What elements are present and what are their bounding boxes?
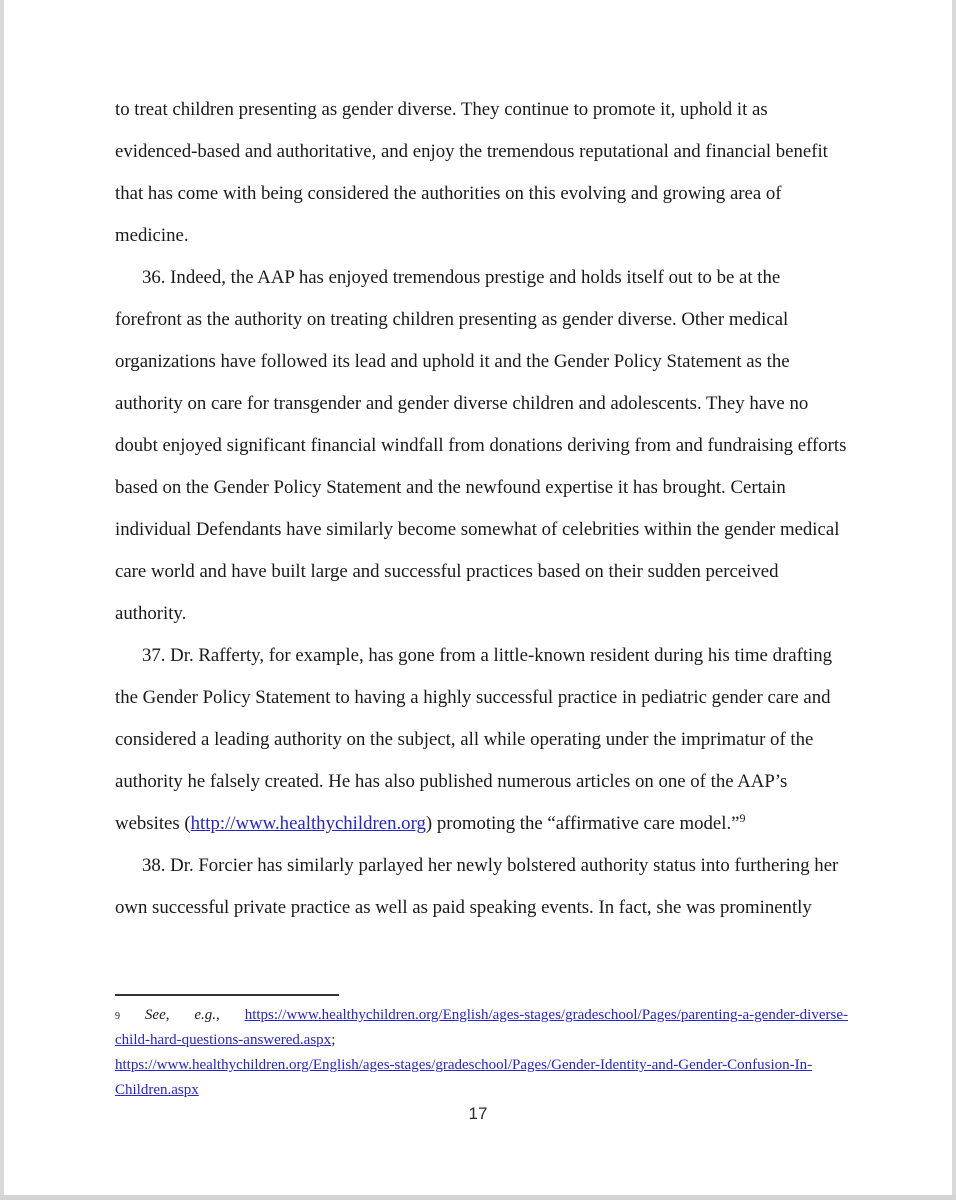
body-text <box>115 89 848 929</box>
footnote-semicolon: ; <box>331 1032 336 1048</box>
footnote-link-2-part-2[interactable]: Children.aspx <box>115 1082 199 1098</box>
page-edge-right <box>952 0 956 1200</box>
healthychildren-link[interactable]: http://www.healthychildren.org <box>190 813 426 834</box>
paragraph-37-text-before-link: 37. Dr. Rafferty, for example, has gone from a little-known resident during his time drafting the Gender Policy Statement to having a highly successful practice in pediatric gender care and considered a leading authority on the subject, all while operating under the imprimatur of the authority he falsely created. He has also published numerous articles on one of the AAP’s websites ( <box>115 645 833 834</box>
see-label: See, <box>144 1007 170 1023</box>
paragraph-37 <box>115 635 848 845</box>
footnote-link-1-part-2[interactable]: child-hard-questions-answered.aspx <box>115 1032 332 1048</box>
footnote-line-2 <box>115 1028 848 1053</box>
page-number: 17 <box>468 1104 488 1123</box>
paragraph-38: 38. Dr. Forcier has similarly parlayed her newly bolstered authority status into furthering her own successful private practice as well as paid speaking events. In fact, she was prominently <box>115 855 839 918</box>
footnote-line-4 <box>115 1078 848 1103</box>
page-edge-bottom <box>0 1195 956 1200</box>
paragraph-36: 36. Indeed, the AAP has enjoyed tremendous prestige and holds itself out to be at the forefront as the authority on treating children presenting as gender diverse. Other medical organizations have followed its lead and uphold it and the Gender Policy Statement as the authority on care for transgender and gender diverse children and adolescents. They have no doubt enjoyed significant financial windfall from donations deriving from and fundraising efforts based on the Gender Policy Statement and the newfound expertise it has brought. Certain individual Defendants have similarly become somewhat of celebrities within the gender medical care world and have built large and successful practices based on their sudden perceived authority. <box>115 267 847 624</box>
footnote-link-1-part-1[interactable]: https://www.healthychildren.org/English/ages-stages/gradeschool/Pages/parenting-a-gender-diverse- <box>244 1007 848 1023</box>
page-edge-left <box>0 0 4 1200</box>
paragraph-continuation: to treat children presenting as gender diverse. They continue to promote it, uphold it as evidenced-based and authoritative, and enjoy the tremendous reputational and financial benefit that has come with being considered the authorities on this evolving and growing area of medicine. <box>115 99 828 246</box>
footnote-link-2-part-1[interactable]: https://www.healthychildren.org/English/ages-stages/gradeschool/Pages/Gender-Identity-and-Gender-Confusion-In- <box>115 1057 813 1073</box>
paragraph-37-text-after-link: ) promoting the “affirmative care model.” <box>425 813 740 834</box>
footnote-line-1: 9 See, e.g., https://www.healthychildren.org/English/ages-stages/gradeschool/Pages/parenting-a-gender-diverse- <box>115 1003 848 1028</box>
footnote-separator <box>115 994 339 996</box>
footnote-line-3 <box>115 1053 848 1078</box>
footnote-9-reference: 9 <box>739 811 746 825</box>
eg-label: e.g., <box>194 1007 220 1023</box>
footnote-9 <box>115 994 848 1103</box>
